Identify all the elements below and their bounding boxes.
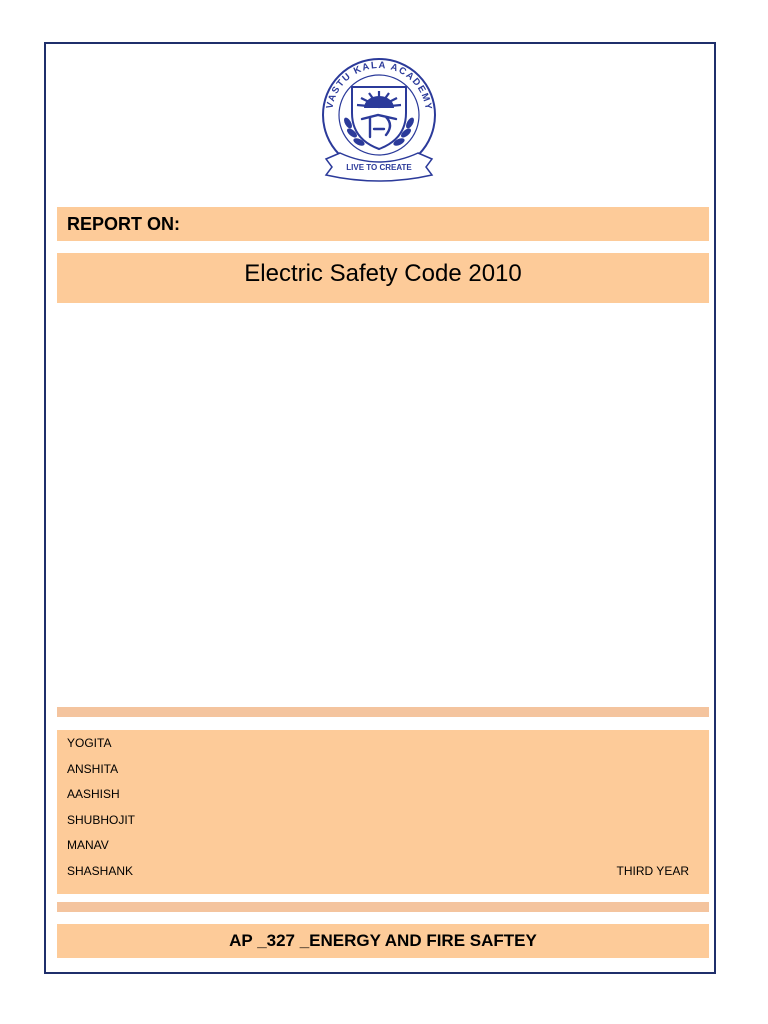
divider-band-top [57,707,709,717]
logo-ribbon-text: LIVE TO CREATE [346,163,412,172]
team-member: AASHISH [67,787,120,801]
report-title: Electric Safety Code 2010 [57,253,709,303]
team-member: YOGITA [67,736,112,750]
study-year: THIRD YEAR [616,864,689,878]
report-on-label: REPORT ON: [57,207,709,241]
team-member: SHASHANK [67,863,134,878]
team-member: MANAV [67,838,109,852]
team-member-list [67,736,135,889]
academy-logo [318,53,440,185]
logo-ring-text: VASTU KALA ACADEMY [324,59,434,112]
team-members-panel [57,730,709,894]
team-member: SHUBHOJIT [67,812,136,827]
course-title: AP _327 _ENERGY AND FIRE SAFTEY [57,924,709,958]
divider-band-bottom [57,902,709,912]
team-member: ANSHITA [67,761,119,776]
